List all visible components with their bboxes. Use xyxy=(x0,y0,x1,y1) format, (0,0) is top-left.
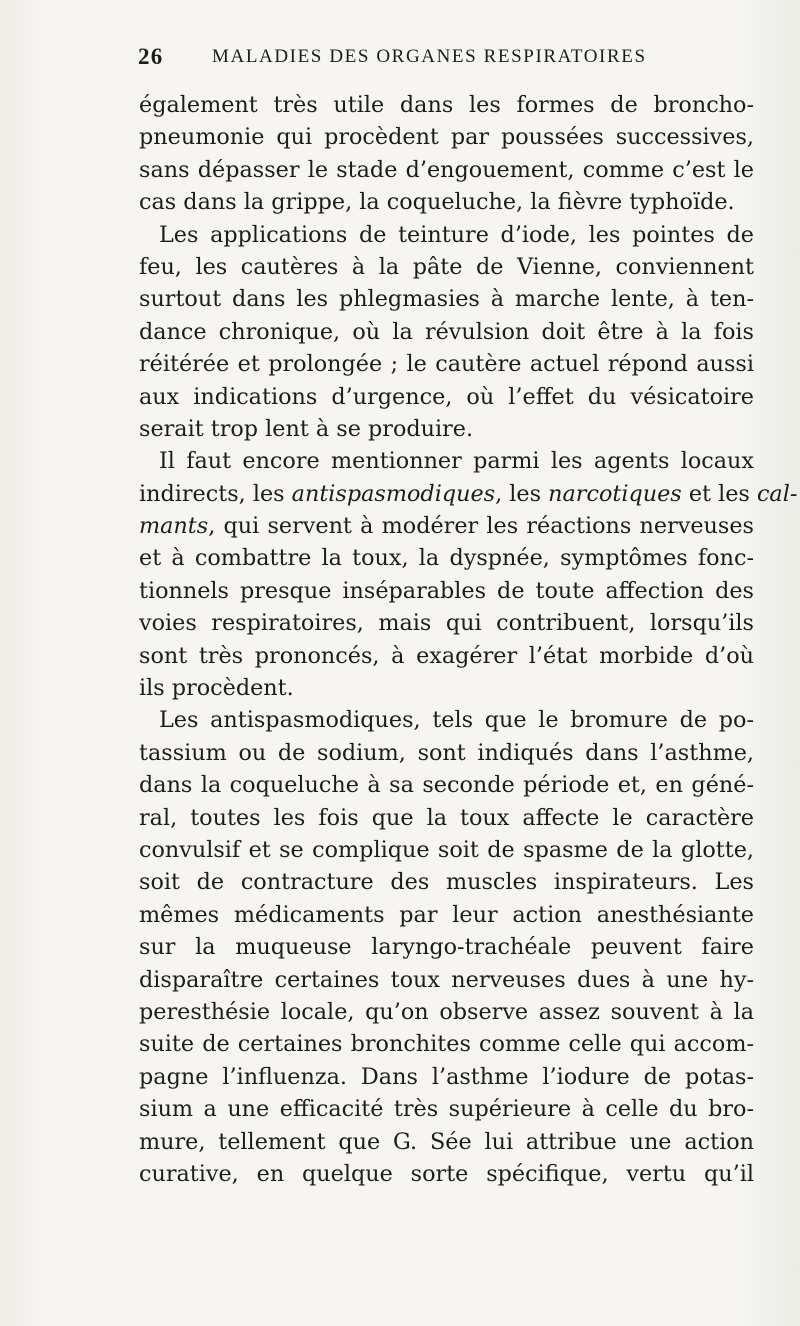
text-line: mure, tellement que G. Sée lui attribue une action xyxy=(139,1128,754,1155)
italic-term-calmants-end: mants xyxy=(139,513,209,540)
text-run: , qui servent à modérer les réactions nerveuses xyxy=(208,513,754,540)
text-line: pagne l’influenza. Dans l’asthme l’iodure de potas- xyxy=(139,1063,754,1090)
text-line xyxy=(139,510,754,542)
italic-term-calmants: cal- xyxy=(756,480,798,507)
text-line: et à combattre la toux, la dyspnée, symptômes fonc- xyxy=(139,545,754,572)
italic-term-antispasmodiques: antispasmodiques xyxy=(291,480,496,507)
running-head xyxy=(138,44,738,74)
text-line xyxy=(139,478,798,510)
text-line: tassium ou de sodium, sont indiqués dans l’asthme, xyxy=(139,739,754,766)
text-line: sium a une efficacité très supérieure à celle du bro- xyxy=(139,1096,754,1123)
text-line: également très utile dans les formes de broncho- xyxy=(139,92,754,118)
italic-term-narcotiques: narcotiques xyxy=(548,480,682,507)
text-line: curative, en quelque sorte spécifique, vertu qu’il xyxy=(139,1160,754,1187)
text-line: tionnels presque inséparables de toute affection des xyxy=(139,577,754,604)
text-line: cas dans la grippe, la coqueluche, la fièvre typhoïde. xyxy=(139,189,735,216)
text-run: et les xyxy=(681,480,757,507)
text-run: , les xyxy=(495,480,549,507)
text-line: Les antispasmodiques, tels que le bromure de po- xyxy=(159,707,754,734)
text-line: aux indications d’urgence, où l’effet du vésicatoire xyxy=(139,383,754,410)
text-line: convulsif et se complique soit de spasme de la glotte, xyxy=(139,836,754,863)
text-line: suite de certaines bronchites comme celle qui accom- xyxy=(139,1031,754,1058)
text-line: pneumonie qui procèdent par poussées successives, xyxy=(139,124,754,151)
text-line: voies respiratoires, mais qui contribuent, lorsqu’ils xyxy=(139,610,754,637)
text-line: réitérée et prolongée ; le cautère actuel répond aussi xyxy=(139,351,754,378)
text-line: soit de contracture des muscles inspirateurs. Les xyxy=(139,869,754,896)
body-text xyxy=(139,89,798,1190)
text-line: surtout dans les phlegmasies à marche lente, à ten- xyxy=(139,286,754,313)
text-line: ils procèdent. xyxy=(139,675,294,702)
page-number: 26 xyxy=(138,44,164,69)
text-line: Il faut encore mentionner parmi les agents locaux xyxy=(159,448,754,475)
text-line: serait trop lent à se produire. xyxy=(139,415,474,442)
text-run: indirects, les xyxy=(139,480,292,507)
text-line: sur la muqueuse laryngo-trachéale peuvent faire xyxy=(139,934,754,961)
text-line: ral, toutes les fois que la toux affecte le caractère xyxy=(139,804,754,831)
text-line: mêmes médicaments par leur action anesthésiante xyxy=(139,901,754,928)
text-line: Les applications de teinture d’iode, les pointes de xyxy=(159,221,754,248)
text-line: sans dépasser le stade d’engouement, comme c’est le xyxy=(139,156,754,183)
text-line: disparaître certaines toux nerveuses dues à une hy- xyxy=(139,966,754,993)
running-title: MALADIES DES ORGANES RESPIRATOIRES xyxy=(212,46,647,67)
text-line: peresthésie locale, qu’on observe assez souvent à la xyxy=(139,998,754,1025)
text-line: dance chronique, où la révulsion doit être à la fois xyxy=(139,318,754,345)
text-line: dans la coqueluche à sa seconde période et, en géné- xyxy=(139,772,754,799)
text-line: sont très prononcés, à exagérer l’état morbide d’où xyxy=(139,642,754,669)
text-line: feu, les cautères à la pâte de Vienne, conviennent xyxy=(139,253,754,280)
